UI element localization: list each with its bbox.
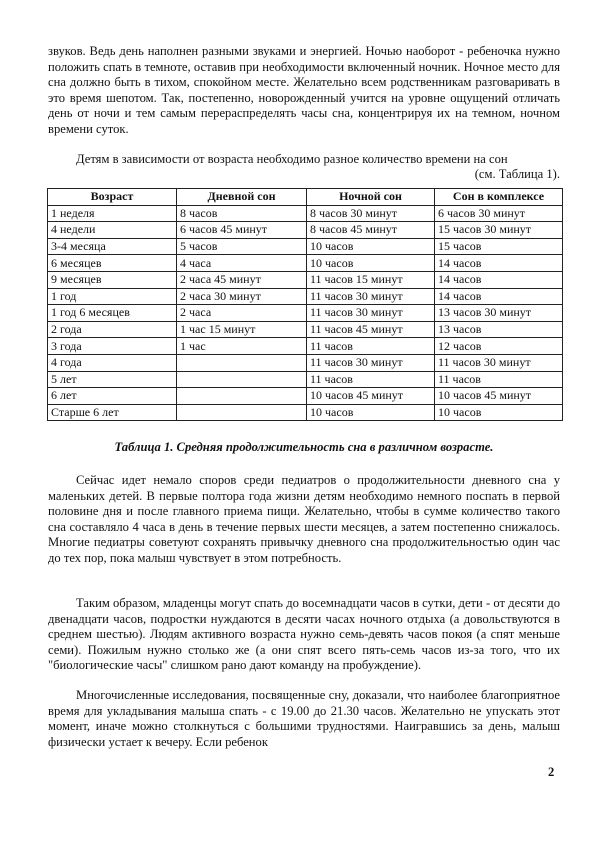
intro-paragraph: звуков. Ведь день наполнен разными звуками и энергией. Ночью наоборот - ребеночка нужно положить спать в темноте, оставив при необходимости включенный ночник. Ночное место для сна должно быть в тихом, спокойном месте. Желательно всем родственникам разговаривать в это время шепотом. Так, постепенно, новорожденный учится на уровне ощущений отличать день от ночи и тем самым перераспределять часы сна, концентрируя их на темном, ночном времени суток. — [48, 44, 560, 136]
night-sleep-cell: 10 часов — [307, 404, 435, 421]
table-row — [48, 388, 563, 405]
table-row — [48, 238, 563, 255]
table-body — [48, 205, 563, 421]
age-cell: 3-4 месяца — [48, 238, 177, 255]
age-cell: 4 недели — [48, 222, 177, 239]
night-sleep-cell: 11 часов — [307, 371, 435, 388]
age-cell: 9 месяцев — [48, 271, 177, 288]
table-row — [48, 354, 563, 371]
table-row — [48, 305, 563, 322]
day-sleep-cell: 6 часов 45 минут — [177, 222, 307, 239]
night-sleep-cell: 11 часов 30 минут — [307, 288, 435, 305]
table-row — [48, 338, 563, 355]
header-age: Возраст — [48, 189, 177, 206]
age-cell: Старше 6 лет — [48, 404, 177, 421]
day-sleep-cell — [177, 404, 307, 421]
table-row — [48, 271, 563, 288]
day-sleep-cell: 2 часа 30 минут — [177, 288, 307, 305]
total-sleep-cell: 14 часов — [435, 271, 563, 288]
day-sleep-cell — [177, 388, 307, 405]
night-sleep-cell: 11 часов 30 минут — [307, 305, 435, 322]
total-sleep-cell: 13 часов — [435, 321, 563, 338]
age-cell: 1 год 6 месяцев — [48, 305, 177, 322]
header-night-sleep: Ночной сон — [307, 189, 435, 206]
night-sleep-cell: 8 часов 45 минут — [307, 222, 435, 239]
total-sleep-cell: 12 часов — [435, 338, 563, 355]
table-row — [48, 404, 563, 421]
table-intro-text: Детям в зависимости от возраста необходимо разное количество времени на сон — [76, 152, 508, 166]
night-sleep-cell: 10 часов — [307, 255, 435, 272]
night-sleep-cell: 11 часов 45 минут — [307, 321, 435, 338]
table-row — [48, 255, 563, 272]
header-total-sleep: Сон в комплексе — [435, 189, 563, 206]
age-cell: 6 лет — [48, 388, 177, 405]
paragraph-bedtime: Многочисленные исследования, посвященные сну, доказали, что наиболее благоприятное время для укладывания малыша спать - с 19.00 до 21.30 часов. Желательно не упускать этот момент, иначе можно столкнуться с большими трудностями. Наигравшись за день, малыш физически устает к вечеру. Если ребенок — [48, 688, 560, 749]
day-sleep-cell: 1 час — [177, 338, 307, 355]
day-sleep-cell: 4 часа — [177, 255, 307, 272]
age-cell: 1 неделя — [48, 205, 177, 222]
age-cell: 5 лет — [48, 371, 177, 388]
age-cell: 2 года — [48, 321, 177, 338]
night-sleep-cell: 11 часов 15 минут — [307, 271, 435, 288]
paragraph-sleep-by-age: Таким образом, младенцы могут спать до восемнадцати часов в сутки, дети - от десяти до двенадцати часов, подростки нуждаются в десяти часах ночного отдыха (а довольствуются в среднем шестью). Людям активного возраста нужно семь-девять часов покоя (а спят меньше семи). Пожилым нужно столько же (а они спят всего пять-семь часов из-за того, что их "биологические часы" слишком рано дают команду на пробуждение). — [48, 596, 560, 672]
paragraph-daytime-sleep: Сейчас идет немало споров среди педиатров о продолжительности дневного сна у маленьких детей. В первые полтора года жизни детям необходимо немного поспать в первой половине дня и после главного приема пищи. Желательно, чтобы в сумме количество такого сна составляло 4 часа в день в течение первых шести месяцев, а затем постепенно снижалось. Многие педиатры советуют сохранять привычку дневного сна продолжительностью один час до тех пор, пока малыш чувствует в этом потребность. — [48, 473, 560, 565]
night-sleep-cell: 11 часов 30 минут — [307, 354, 435, 371]
table-header-row — [48, 189, 563, 206]
day-sleep-cell — [177, 371, 307, 388]
night-sleep-cell: 11 часов — [307, 338, 435, 355]
age-cell: 6 месяцев — [48, 255, 177, 272]
total-sleep-cell: 6 часов 30 минут — [435, 205, 563, 222]
table-row — [48, 371, 563, 388]
day-sleep-cell: 1 час 15 минут — [177, 321, 307, 338]
age-cell: 3 года — [48, 338, 177, 355]
day-sleep-cell: 8 часов — [177, 205, 307, 222]
table-reference: (см. Таблица 1). — [474, 167, 560, 181]
day-sleep-cell: 2 часа 45 минут — [177, 271, 307, 288]
total-sleep-cell: 11 часов 30 минут — [435, 354, 563, 371]
total-sleep-cell: 14 часов — [435, 255, 563, 272]
night-sleep-cell: 10 часов 45 минут — [307, 388, 435, 405]
total-sleep-cell: 10 часов 45 минут — [435, 388, 563, 405]
day-sleep-cell: 2 часа — [177, 305, 307, 322]
total-sleep-cell: 11 часов — [435, 371, 563, 388]
table-caption: Таблица 1. Средняя продолжительность сна в различном возрасте. — [114, 440, 494, 454]
table-row — [48, 222, 563, 239]
total-sleep-cell: 14 часов — [435, 288, 563, 305]
sleep-duration-table — [47, 188, 563, 421]
table-row — [48, 205, 563, 222]
table-row — [48, 288, 563, 305]
total-sleep-cell: 15 часов — [435, 238, 563, 255]
header-day-sleep: Дневной сон — [177, 189, 307, 206]
age-cell: 1 год — [48, 288, 177, 305]
day-sleep-cell: 5 часов — [177, 238, 307, 255]
total-sleep-cell: 10 часов — [435, 404, 563, 421]
page-number: 2 — [548, 765, 555, 779]
table-row — [48, 321, 563, 338]
total-sleep-cell: 15 часов 30 минут — [435, 222, 563, 239]
night-sleep-cell: 10 часов — [307, 238, 435, 255]
total-sleep-cell: 13 часов 30 минут — [435, 305, 563, 322]
night-sleep-cell: 8 часов 30 минут — [307, 205, 435, 222]
day-sleep-cell — [177, 354, 307, 371]
age-cell: 4 года — [48, 354, 177, 371]
